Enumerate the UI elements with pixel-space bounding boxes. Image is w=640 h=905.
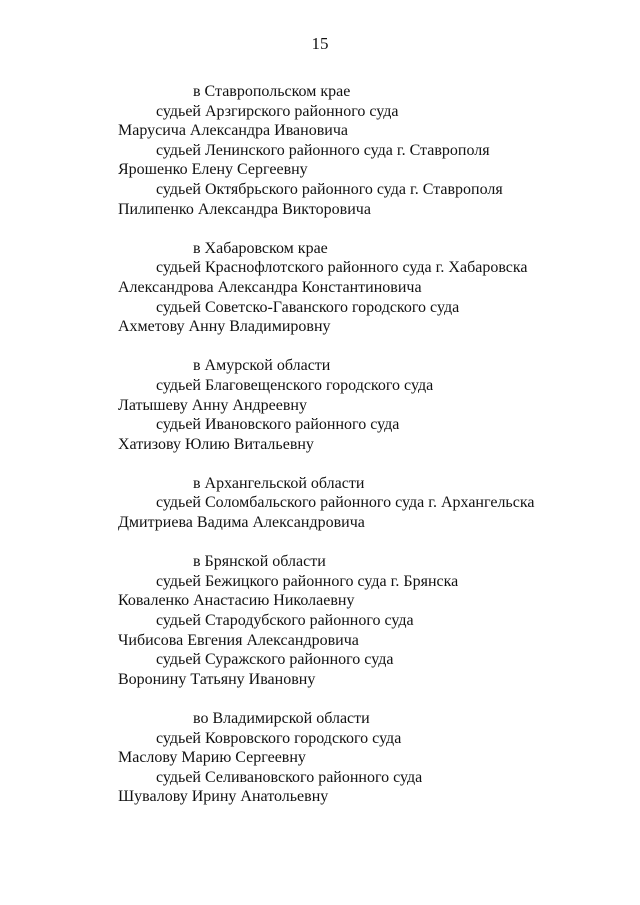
region-section: [118, 552, 598, 689]
court-line: судьей Краснофлотского районного суда г. Хабаровска: [156, 259, 528, 277]
judge-name: Маслову Марию Сергеевну: [118, 749, 306, 767]
region-section: [118, 82, 598, 219]
court-line: судьей Суражского районного суда: [156, 651, 394, 669]
judge-name: Марусича Александра Ивановича: [118, 122, 348, 140]
judge-name: Александрова Александра Константиновича: [118, 278, 422, 296]
court-line: судьей Бежицкого районного суда г. Брянска: [156, 572, 459, 590]
appointments-list: [118, 82, 598, 827]
region-section: [118, 239, 598, 337]
judge-name: Латышеву Анну Андреевну: [118, 396, 307, 414]
region-section: [118, 709, 598, 807]
court-line: судьей Благовещенского городского суда: [156, 376, 434, 394]
court-line: судьей Стародубского районного суда: [156, 612, 414, 630]
court-line: судьей Советско-Гаванского городского суда: [156, 298, 460, 316]
court-line: судьей Соломбальского районного суда г. Архангельска: [156, 494, 535, 512]
region-heading: в Хабаровском крае: [193, 239, 328, 257]
court-line: судьей Арзгирского районного суда: [156, 102, 399, 120]
region-heading: в Ставропольском крае: [193, 83, 351, 100]
judge-name: Воронину Татьяну Ивановну: [118, 670, 316, 688]
judge-name: Дмитриева Вадима Александровича: [118, 514, 365, 532]
region-section: [118, 474, 598, 533]
judge-name: Коваленко Анастасию Николаевну: [118, 592, 355, 610]
judge-name: Шувалову Ирину Анатольевну: [118, 788, 329, 806]
judge-name: Ахметову Анну Владимировну: [118, 318, 331, 336]
region-heading: во Владимирской области: [193, 710, 370, 727]
judge-name: Пилипенко Александра Викторовича: [118, 200, 371, 218]
court-line: судьей Ивановского районного суда: [156, 416, 400, 434]
region-heading: в Архангельской области: [193, 474, 365, 492]
region-heading: в Брянской области: [193, 553, 326, 571]
court-line: судьей Селивановского районного суда: [156, 768, 423, 786]
region-section: [118, 356, 598, 454]
judge-name: Хатизову Юлию Витальевну: [118, 435, 314, 453]
judge-name: Чибисова Евгения Александровича: [118, 631, 359, 649]
page-number: 15: [311, 34, 329, 53]
court-line: судьей Ковровского городского суда: [156, 729, 402, 747]
court-line: судьей Октябрьского районного суда г. Ставрополя: [156, 180, 503, 198]
region-heading: в Амурской области: [193, 357, 331, 375]
judge-name: Ярошенко Елену Сергеевну: [118, 161, 308, 179]
court-line: судьей Ленинского районного суда г. Ставрополя: [156, 141, 490, 159]
